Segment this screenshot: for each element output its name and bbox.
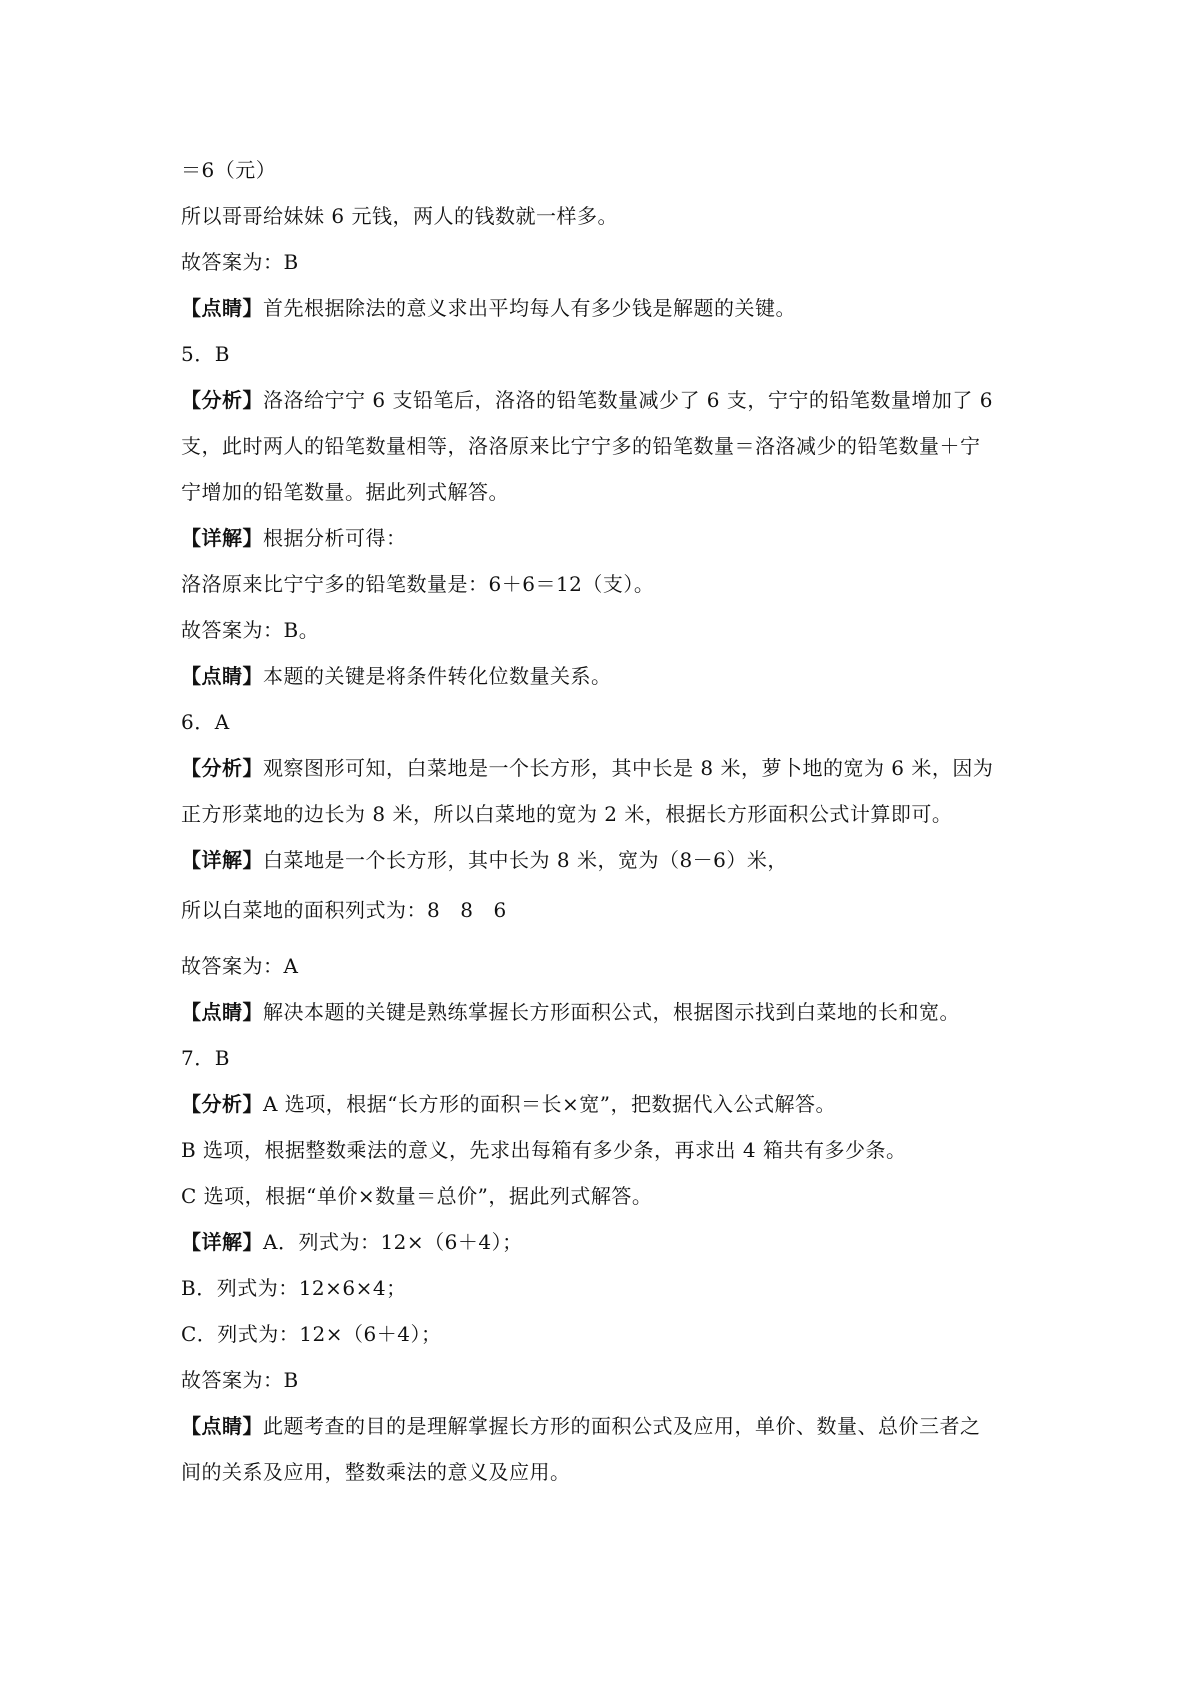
text-line: 支，此时两人的铅笔数量相等，洛洛原来比宁宁多的铅笔数量＝洛洛减少的铅笔数量＋宁 [181, 434, 981, 458]
question-number: 5．B [181, 342, 230, 366]
comment-line: 【点睛】本题的关键是将条件转化位数量关系。 [181, 664, 612, 688]
solution-line: 【详解】根据分析可得： [181, 526, 407, 550]
formula-number: 8 [427, 898, 441, 922]
text-line: 洛洛原来比宁宁多的铅笔数量是：6＋6＝12（支）。 [181, 572, 655, 596]
answer-line: 故答案为：A [181, 954, 299, 978]
text-line: C 选项，根据“单价×数量＝总价”，据此列式解答。 [181, 1184, 653, 1208]
comment-line: 【点睛】解决本题的关键是熟练掌握长方形面积公式，根据图示找到白菜地的长和宽。 [181, 1000, 960, 1024]
section-tag: 【分析】 [181, 1092, 263, 1116]
section-tag: 【点睛】 [181, 664, 263, 688]
formula-number: 6 [493, 898, 507, 922]
section-tag: 【点睛】 [181, 1414, 263, 1438]
analysis-line: 【分析】洛洛给宁宁 6 支铅笔后，洛洛的铅笔数量减少了 6 支，宁宁的铅笔数量增加了 6 [181, 388, 993, 412]
answer-line: 故答案为：B。 [181, 618, 320, 642]
solution-line: 【详解】A．列式为：12×（6＋4）； [181, 1230, 523, 1254]
text-line: 所以哥哥给妹妹 6 元钱，两人的钱数就一样多。 [181, 204, 618, 228]
formula-number: 8 [460, 898, 474, 922]
text-line: B 选项，根据整数乘法的意义，先求出每箱有多少条，再求出 4 箱共有多少条。 [181, 1138, 907, 1162]
section-tag: 【分析】 [181, 756, 263, 780]
section-tag: 【点睛】 [181, 1000, 263, 1024]
text-line: B．列式为：12×6×4； [181, 1276, 407, 1300]
question-number: 7．B [181, 1046, 230, 1070]
analysis-line: 【分析】A 选项，根据“长方形的面积＝长×宽”，把数据代入公式解答。 [181, 1092, 837, 1116]
question-number: 6．A [181, 710, 230, 734]
section-tag: 【详解】 [181, 848, 263, 872]
section-tag: 【分析】 [181, 388, 263, 412]
section-tag: 【详解】 [181, 526, 263, 550]
formula-line: 所以白菜地的面积列式为：8 8 6 [181, 898, 507, 922]
section-tag: 【详解】 [181, 1230, 263, 1254]
text-line: ＝6（元） [181, 158, 277, 182]
comment-line: 【点睛】此题考查的目的是理解掌握长方形的面积公式及应用，单价、数量、总价三者之 [181, 1414, 981, 1438]
text-line: 宁增加的铅笔数量。据此列式解答。 [181, 480, 509, 504]
answer-line: 故答案为：B [181, 1368, 299, 1392]
solution-line: 【详解】白菜地是一个长方形，其中长为 8 米，宽为（8－6）米， [181, 848, 788, 872]
analysis-line: 【分析】观察图形可知，白菜地是一个长方形，其中长是 8 米，萝卜地的宽为 6 米，因为 [181, 756, 994, 780]
section-tag: 【点睛】 [181, 296, 263, 320]
text-line: 正方形菜地的边长为 8 米，所以白菜地的宽为 2 米，根据长方形面积公式计算即可。 [181, 802, 953, 826]
text-line: 间的关系及应用，整数乘法的意义及应用。 [181, 1460, 571, 1484]
answer-line: 故答案为：B [181, 250, 299, 274]
comment-line: 【点睛】首先根据除法的意义求出平均每人有多少钱是解题的关键。 [181, 296, 796, 320]
text-line: C．列式为：12×（6＋4）； [181, 1322, 442, 1346]
